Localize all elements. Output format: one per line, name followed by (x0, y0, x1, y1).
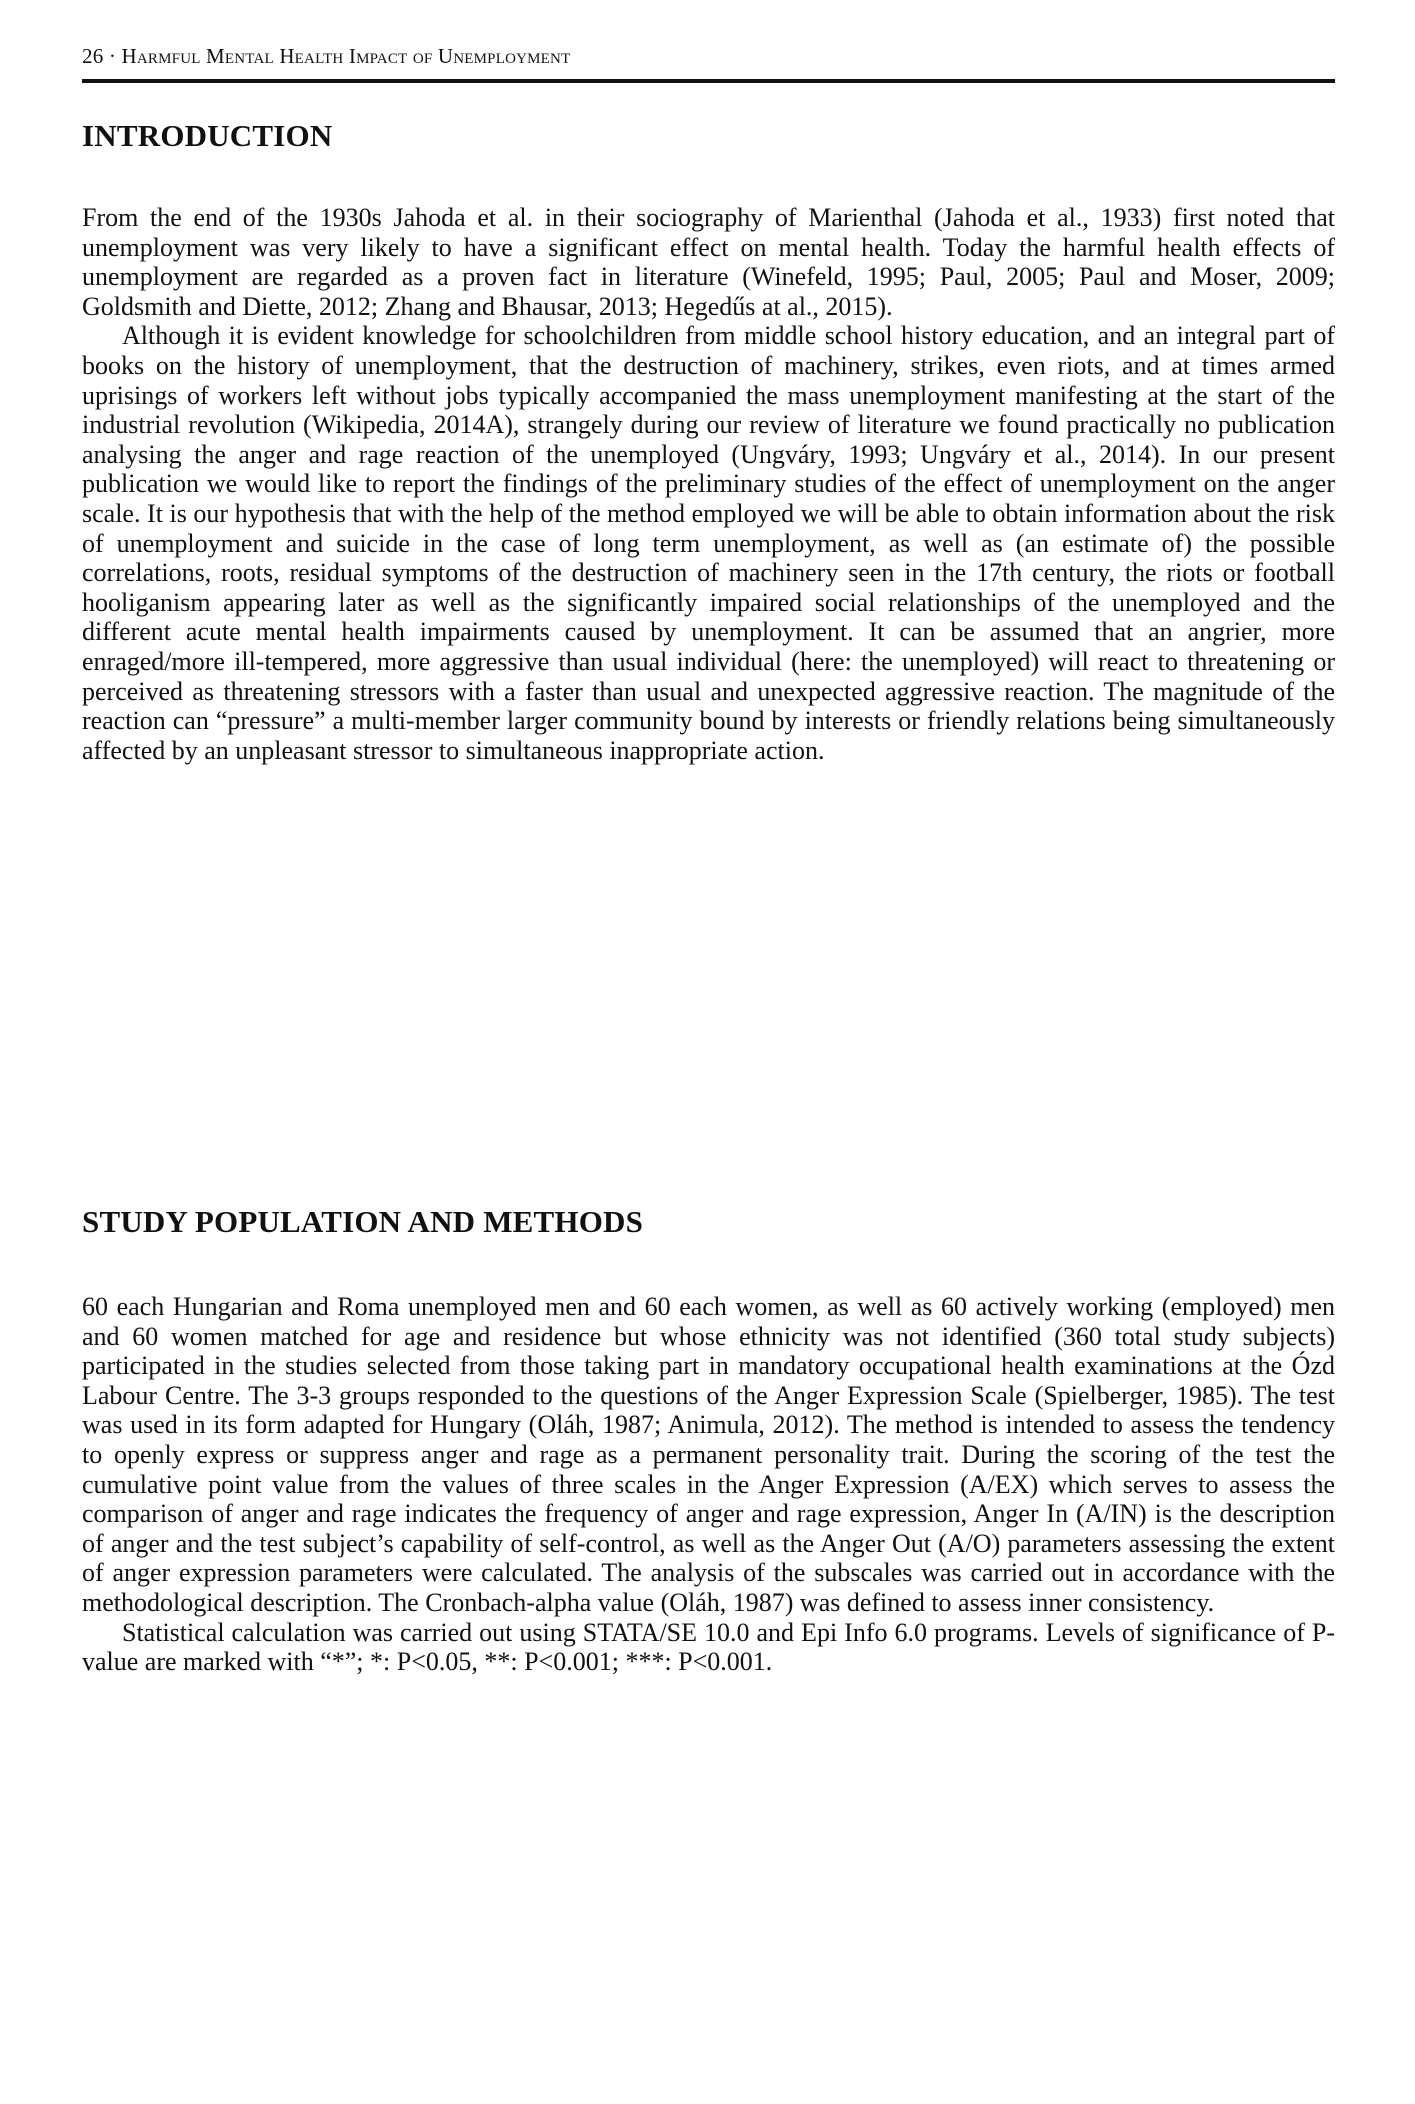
paragraph: Statistical calculation was carried out using STATA/SE 10.0 and Epi Info 6.0 programs. Levels of significance of P-value are marked with “*”; *: P<0.05, **: P<0.001; ***: P<0.001. (82, 1617, 1335, 1677)
section-heading-methods: STUDY POPULATION AND METHODS (82, 1204, 644, 1239)
page-number: 26 (82, 44, 104, 68)
header-rule (82, 79, 1335, 83)
introduction-body (82, 203, 1335, 765)
paragraph: From the end of the 1930s Jahoda et al. in their sociography of Marienthal (Jahoda et al., 1933) first noted that unemployment was very likely to have a significant effect on mental health. Today the harmful health effects of unemployment are regarded as a proven fact in literature (Winefeld, 1995; Paul, 2005; Paul and Moser, 2009; Goldsmith and Diette, 2012; Zhang and Bhausar, 2013; Hegedűs at al., 2015). (82, 203, 1335, 321)
header-separator: · (108, 44, 117, 68)
methods-body (82, 1292, 1335, 1677)
paragraph: 60 each Hungarian and Roma unemployed men and 60 each women, as well as 60 actively working (employed) men and 60 women matched for age and residence but whose ethnicity was not identified (360 total study subjects) participated in the studies selected from those taking part in mandatory occupational health examinations at the Ózd Labour Centre. The 3-3 groups responded to the questions of the Anger Expression Scale (Spielberger, 1985). The test was used in its form adapted for Hungary (Oláh, 1987; Animula, 2012). The method is intended to assess the tendency to openly express or suppress anger and rage as a permanent personality trait. During the scoring of the test the cumulative point value from the values of three scales in the Anger Expression (A/EX) which serves to assess the comparison of anger and rage indicates the frequency of anger and rage expression, Anger In (A/IN) is the description of anger and the test subject’s capability of self-control, as well as the Anger Out (A/O) parameters assessing the extent of anger expression parameters were calculated. The analysis of the subscales was carried out in accordance with the methodological description. The Cronbach-alpha value (Oláh, 1987) was defined to assess inner consistency. (82, 1292, 1335, 1617)
running-title: Harmful Mental Health Impact of Unemployment (121, 44, 571, 68)
section-heading-introduction: INTRODUCTION (82, 118, 333, 153)
paragraph: Although it is evident knowledge for schoolchildren from middle school history education, and an integral part of books on the history of unemployment, that the destruction of machinery, strikes, even riots, and at times armed uprisings of workers left without jobs typically accompanied the mass unemployment manifesting at the start of the industrial revolution (Wikipedia, 2014A), strangely during our review of literature we found practically no publication analysing the anger and rage reaction of the unemployed (Ungváry, 1993; Ungváry et al., 2014). In our present publication we would like to report the findings of the preliminary studies of the effect of unemployment on the anger scale. It is our hypothesis that with the help of the method employed we will be able to obtain information about the risk of unemployment and suicide in the case of long term unemployment, as well as (an estimate of) the possible correlations, roots, residual symptoms of the destruction of machinery seen in the 17th century, the riots or football hooliganism appearing later as well as the significantly impaired social relationships of the unemployed and the different acute mental health impairments caused by unemployment. It can be assumed that an angrier, more enraged/more ill-tempered, more aggressive than usual individual (here: the unemployed) will react to threatening or perceived as threatening stressors with a faster than usual and unexpected aggressive reaction. The magnitude of the reaction can “pressure” a multi-member larger community bound by interests or friendly relations being simultaneously affected by an unpleasant stressor to simultaneous inappropriate action. (82, 321, 1335, 765)
running-header (82, 44, 570, 69)
